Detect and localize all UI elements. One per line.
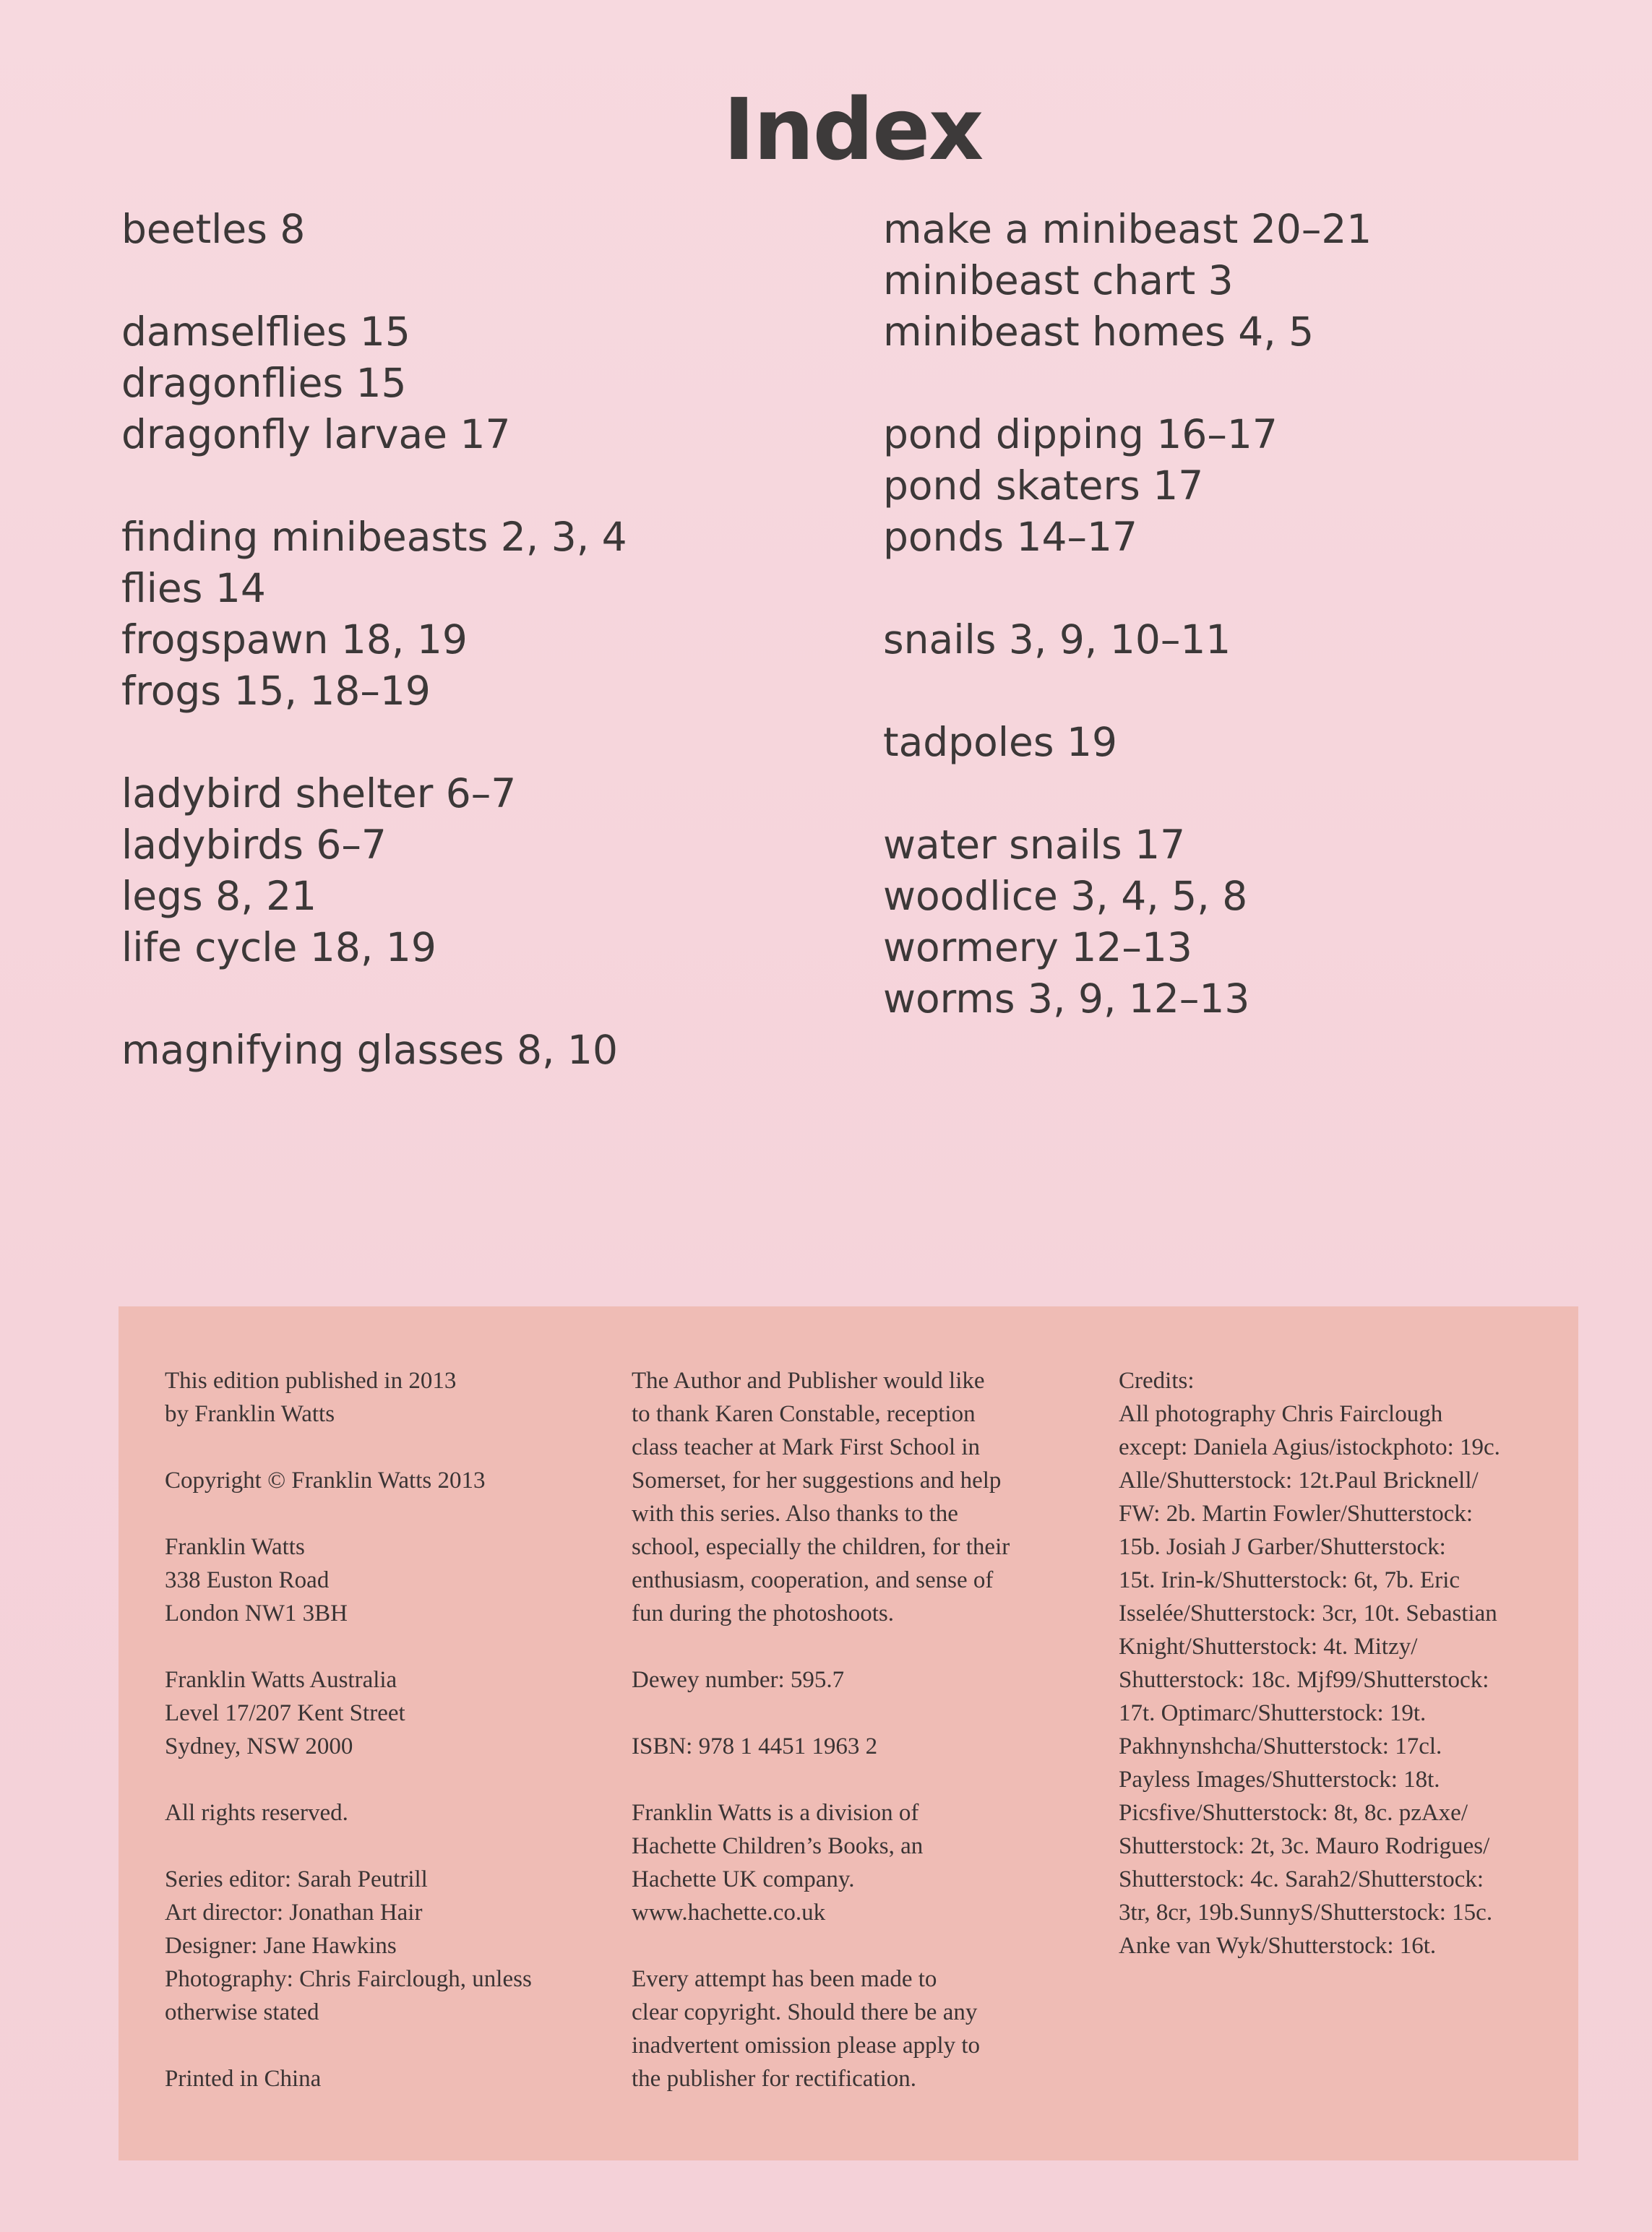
imprint-line: Printed in China bbox=[165, 2066, 322, 2092]
imprint-line: 15b. Josiah J Garber/Shutterstock: bbox=[1119, 1534, 1446, 1560]
index-entry: tadpoles 19 bbox=[883, 719, 1117, 765]
imprint-paragraph bbox=[165, 1364, 598, 1431]
index-entry: wormery 12–13 bbox=[883, 924, 1192, 970]
index-column-left bbox=[121, 204, 815, 1076]
imprint-panel bbox=[119, 1306, 1578, 2160]
imprint-line: to thank Karen Constable, reception bbox=[632, 1401, 976, 1427]
imprint-line: except: Daniela Agius/istockphoto: 19c. bbox=[1119, 1434, 1500, 1460]
index-entry: dragonfly larvae 17 bbox=[121, 411, 511, 457]
index-letter-group bbox=[883, 409, 1606, 563]
imprint-line: Photography: Chris Fairclough, unless bbox=[165, 1966, 532, 1992]
imprint-line: www.hachette.co.uk bbox=[632, 1900, 826, 1926]
imprint-paragraph bbox=[165, 1530, 598, 1630]
index-entry: beetles 8 bbox=[121, 206, 306, 252]
imprint-line: Sydney, NSW 2000 bbox=[165, 1733, 353, 1759]
index-letter-group bbox=[121, 306, 815, 460]
index-entry: magnifying glasses 8, 10 bbox=[121, 1027, 618, 1073]
imprint-column-acknowledgements bbox=[632, 1364, 1080, 2095]
imprint-line: otherwise stated bbox=[165, 1999, 319, 2025]
imprint-paragraph bbox=[165, 1863, 598, 2029]
imprint-line: inadvertent omission please apply to bbox=[632, 2033, 981, 2059]
imprint-line: All rights reserved. bbox=[165, 1800, 348, 1826]
index-entry: worms 3, 9, 12–13 bbox=[883, 975, 1250, 1022]
index-entry: frogspawn 18, 19 bbox=[121, 616, 468, 663]
index-entry: woodlice 3, 4, 5, 8 bbox=[883, 873, 1248, 919]
index-letter-group bbox=[121, 204, 815, 255]
imprint-paragraph bbox=[1119, 1364, 1559, 1962]
index-entry: water snails 17 bbox=[883, 822, 1186, 868]
imprint-line: school, especially the children, for their bbox=[632, 1534, 1010, 1560]
index-column-right bbox=[883, 204, 1606, 1025]
imprint-line: Level 17/207 Kent Street bbox=[165, 1700, 405, 1726]
imprint-line: This edition published in 2013 bbox=[165, 1368, 457, 1394]
page-title: Index bbox=[723, 79, 983, 179]
imprint-line: Hachette Children’s Books, an bbox=[632, 1833, 924, 1859]
imprint-paragraph bbox=[632, 1663, 1080, 1697]
index-entry: pond skaters 17 bbox=[883, 462, 1204, 509]
imprint-line: FW: 2b. Martin Fowler/Shutterstock: bbox=[1119, 1501, 1474, 1527]
imprint-line: Shutterstock: 4c. Sarah2/Shutterstock: bbox=[1119, 1866, 1484, 1892]
imprint-paragraph bbox=[165, 1663, 598, 1763]
imprint-line: clear copyright. Should there be any bbox=[632, 1999, 978, 2025]
index-entry: ladybirds 6–7 bbox=[121, 822, 387, 868]
imprint-line: the publisher for rectification. bbox=[632, 2066, 917, 2092]
imprint-line: by Franklin Watts bbox=[165, 1401, 335, 1427]
imprint-line: Franklin Watts is a division of bbox=[632, 1800, 919, 1826]
imprint-line: enthusiasm, cooperation, and sense of bbox=[632, 1567, 994, 1593]
imprint-line: Anke van Wyk/Shutterstock: 16t. bbox=[1119, 1933, 1437, 1959]
imprint-line: London NW1 3BH bbox=[165, 1600, 348, 1626]
index-letter-group bbox=[883, 204, 1606, 358]
imprint-line: Shutterstock: 2t, 3c. Mauro Rodrigues/ bbox=[1119, 1833, 1490, 1859]
index-entry: dragonflies 15 bbox=[121, 360, 407, 406]
index-entry: frogs 15, 18–19 bbox=[121, 668, 431, 714]
imprint-line: Alle/Shutterstock: 12t.Paul Bricknell/ bbox=[1119, 1468, 1479, 1494]
imprint-line: Dewey number: 595.7 bbox=[632, 1667, 845, 1693]
index-entry: make a minibeast 20–21 bbox=[883, 206, 1372, 252]
index-letter-group bbox=[883, 717, 1606, 768]
imprint-column-credits bbox=[1119, 1364, 1559, 1962]
imprint-line: Payless Images/Shutterstock: 18t. bbox=[1119, 1767, 1440, 1793]
imprint-line: Art director: Jonathan Hair bbox=[165, 1900, 423, 1926]
imprint-column-publisher bbox=[165, 1364, 598, 2095]
imprint-line: Hachette UK company. bbox=[632, 1866, 855, 1892]
imprint-paragraph bbox=[632, 1796, 1080, 1929]
imprint-paragraph bbox=[165, 1464, 598, 1497]
imprint-line: ISBN: 978 1 4451 1963 2 bbox=[632, 1733, 878, 1759]
imprint-paragraph bbox=[632, 1364, 1080, 1630]
imprint-line: fun during the photoshoots. bbox=[632, 1600, 894, 1626]
imprint-paragraph bbox=[165, 2062, 598, 2095]
imprint-line: The Author and Publisher would like bbox=[632, 1368, 985, 1394]
index-entry: ponds 14–17 bbox=[883, 514, 1137, 560]
imprint-line: Picsfive/Shutterstock: 8t, 8c. pzAxe/ bbox=[1119, 1800, 1468, 1826]
index-letter-group bbox=[883, 614, 1606, 665]
index-entry: minibeast homes 4, 5 bbox=[883, 309, 1315, 355]
imprint-line: class teacher at Mark First School in bbox=[632, 1434, 981, 1460]
imprint-line: Franklin Watts Australia bbox=[165, 1667, 397, 1693]
imprint-paragraph bbox=[632, 1962, 1080, 2095]
index-entry: ladybird shelter 6–7 bbox=[121, 770, 517, 816]
imprint-paragraph bbox=[165, 1796, 598, 1830]
imprint-line: Franklin Watts bbox=[165, 1534, 305, 1560]
imprint-line: Pakhnynshcha/Shutterstock: 17cl. bbox=[1119, 1733, 1442, 1759]
index-letter-group bbox=[883, 819, 1606, 1025]
index-entry: damselflies 15 bbox=[121, 309, 410, 355]
imprint-line: Every attempt has been made to bbox=[632, 1966, 937, 1992]
imprint-line: Somerset, for her suggestions and help bbox=[632, 1468, 1002, 1494]
imprint-line: 15t. Irin-k/Shutterstock: 6t, 7b. Eric bbox=[1119, 1567, 1460, 1593]
index-entry: life cycle 18, 19 bbox=[121, 924, 436, 970]
imprint-line: 338 Euston Road bbox=[165, 1567, 330, 1593]
index-entry: minibeast chart 3 bbox=[883, 257, 1234, 303]
imprint-line: 17t. Optimarc/Shutterstock: 19t. bbox=[1119, 1700, 1427, 1726]
index-letter-group bbox=[121, 768, 815, 973]
index-entry: flies 14 bbox=[121, 565, 266, 611]
imprint-line: Copyright © Franklin Watts 2013 bbox=[165, 1468, 486, 1494]
index-entry: snails 3, 9, 10–11 bbox=[883, 616, 1231, 663]
imprint-line: Credits: bbox=[1119, 1368, 1195, 1394]
imprint-line: All photography Chris Fairclough bbox=[1119, 1401, 1443, 1427]
imprint-line: Isselée/Shutterstock: 3cr, 10t. Sebastian bbox=[1119, 1600, 1497, 1626]
index-entry: legs 8, 21 bbox=[121, 873, 317, 919]
index-letter-group bbox=[121, 512, 815, 717]
index-entry: finding minibeasts 2, 3, 4 bbox=[121, 514, 627, 560]
index-letter-group bbox=[121, 1025, 815, 1076]
imprint-line: Shutterstock: 18c. Mjf99/Shutterstock: bbox=[1119, 1667, 1489, 1693]
imprint-line: Knight/Shutterstock: 4t. Mitzy/ bbox=[1119, 1634, 1418, 1660]
imprint-paragraph bbox=[632, 1730, 1080, 1763]
index-entry: pond dipping 16–17 bbox=[883, 411, 1278, 457]
imprint-line: 3tr, 8cr, 19b.SunnyS/Shutterstock: 15c. bbox=[1119, 1900, 1493, 1926]
imprint-line: Series editor: Sarah Peutrill bbox=[165, 1866, 428, 1892]
imprint-line: with this series. Also thanks to the bbox=[632, 1501, 958, 1527]
imprint-line: Designer: Jane Hawkins bbox=[165, 1933, 397, 1959]
